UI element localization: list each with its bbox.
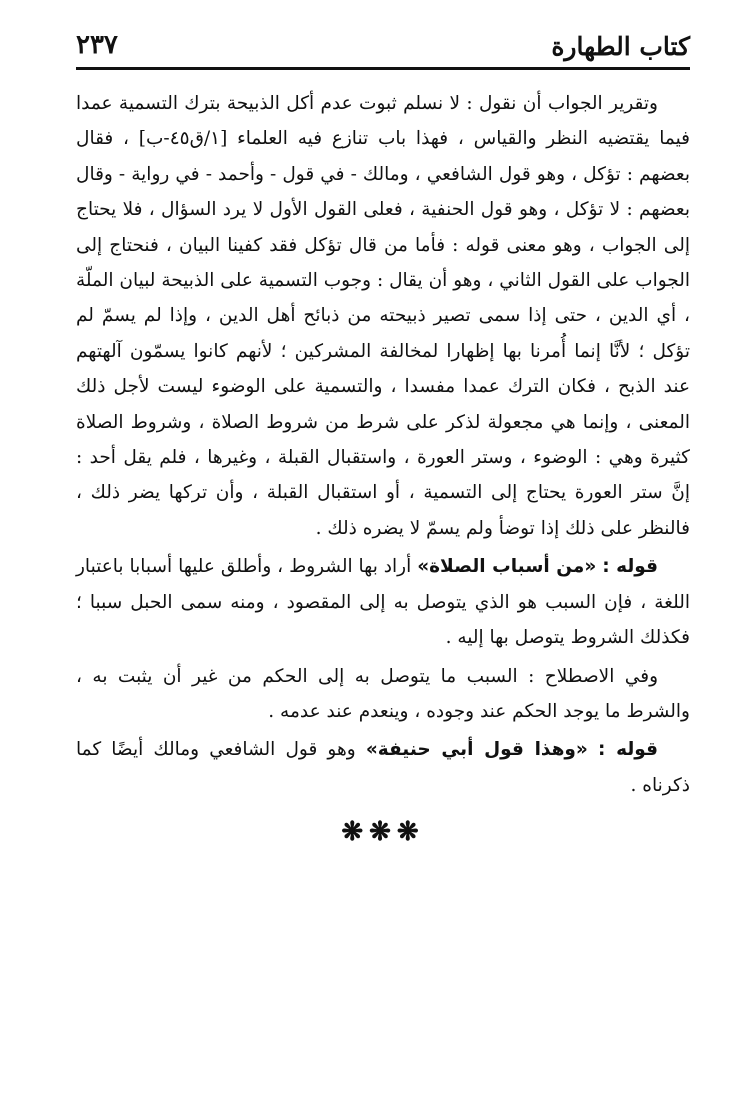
paragraph-commentary-abu-hanifa (76, 732, 690, 803)
paragraph-text: أراد بها الشروط ، وأطلق عليها أسبابا باعتبار اللغة ، فإن السبب هو الذي يتوصل به إلى المقصود ، ومنه سمى الحبل سببا ؛ فكذلك الشروط يتوصل بها إليه . (76, 556, 690, 649)
paragraph-text: وفي الاصطلاح : السبب ما يتوصل به إلى الحكم من غير أن يثبت به ، والشرط ما يوجد الحكم عند وجوده ، وينعدم عند عدمه . (76, 665, 690, 722)
commentary-lead: قوله : (602, 556, 658, 578)
quoted-phrase: «من أسباب الصلاة» (417, 556, 597, 578)
page-number: ٢٣٧ (76, 30, 118, 60)
paragraph-terminology (76, 659, 690, 730)
section-separator: ❋❋❋ (341, 817, 425, 848)
paragraph-answer (76, 86, 690, 546)
paragraph-text: وهو قول الشافعي ومالك أيضًا كما ذكرناه . (76, 739, 690, 796)
page-header (76, 30, 690, 70)
paragraph-commentary-causes (76, 549, 690, 655)
chapter-title: كتاب الطهارة (551, 32, 690, 61)
page-body (76, 86, 690, 847)
commentary-lead: قوله : (598, 739, 658, 761)
paragraph-text: وتقرير الجواب أن نقول : لا نسلم ثبوت عدم أكل الذبيحة بترك التسمية عمدا فيما يقتضيه النظر والقياس ، فهذا باب تنازع فيه العلماء [١/ق٤٥-ب] ، فقال بعضهم : تؤكل ، وهو قول الشافعي ، ومالك - في قول - وأحمد - في رواية - وقال بعضهم : لا تؤكل ، وهو قول الحنفية ، فعلى القول الأول لا يرد السؤال ، فلا يحتاج إلى الجواب ، وهو معنى قوله : فأما من قال تؤكل فقد كفينا البيان ، فنحتاج إلى الجواب على القول الثاني ، وهو أن يقال : وجوب التسمية على الذبيحة لبيان الملّة ، أي الدين ، حتى إذا سمى تصير ذبيحته من ذبائح أهل الدين ، وإذا لم يسمّ لم تؤكل ؛ لأنَّا إنما أُمرنا بها إظهارا لمخالفة المشركين ؛ لأنهم كانوا يسمّون آلهتهم عند الذبح ، فكان الترك عمدا مفسدا ، والتسمية على الوضوء ليست لأجل ذلك المعنى ، وإنما هي مجعولة لذكر على شرط من شروط الصلاة ، وشروط الصلاة كثيرة وهي : الوضوء ، وستر العورة ، واستقبال القبلة ، وغيرها ، فلم يقل أحد : إنَّ ستر العورة يحتاج إلى التسمية ، أو استقبال القبلة ، وأن تركها يضر ذلك ، فالنظر على ذلك إذا توضأ ولم يسمّ لا يضره ذلك . (76, 93, 690, 539)
quoted-phrase: «وهذا قول أبي حنيفة» (365, 739, 588, 761)
header-rule (76, 67, 690, 70)
